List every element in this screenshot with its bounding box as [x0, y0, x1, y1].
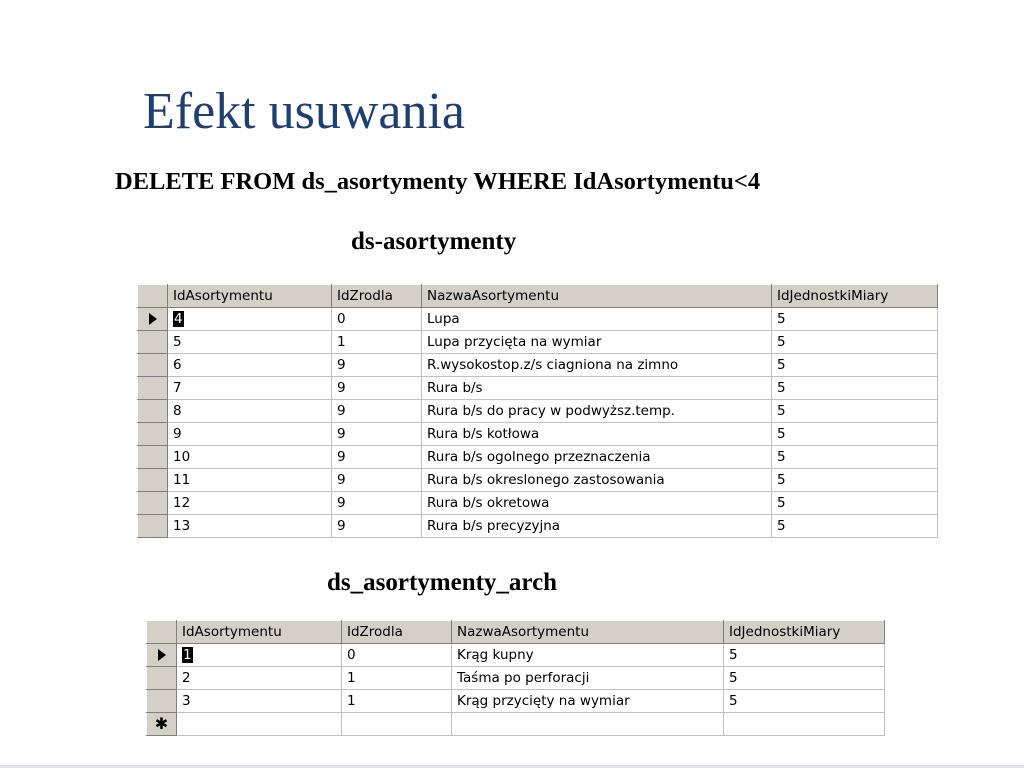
cell-value: 6	[173, 357, 182, 373]
cell-value: 5	[777, 403, 786, 419]
cell-value: 1	[183, 647, 192, 663]
cell-value: Taśma po perforacji	[457, 670, 590, 686]
table-cell[interactable]	[168, 469, 332, 492]
table-cell[interactable]	[342, 713, 452, 736]
table2-caption: ds_asortymenty_arch	[327, 569, 558, 596]
cell-value: 8	[173, 403, 182, 419]
cell-value: 9	[337, 518, 346, 534]
table-row[interactable]	[138, 400, 938, 423]
table-cell[interactable]	[177, 667, 342, 690]
cell-value: 12	[173, 495, 191, 511]
table-cell[interactable]	[168, 308, 332, 331]
cell-value: Krąg kupny	[457, 647, 534, 663]
table-row[interactable]	[147, 667, 885, 690]
table-cell[interactable]	[772, 423, 938, 446]
table-cell[interactable]	[332, 492, 422, 515]
cell-value: 9	[337, 472, 346, 488]
cell-value: 0	[347, 647, 356, 663]
table-cell[interactable]	[724, 644, 885, 667]
table-cell[interactable]	[452, 644, 724, 667]
table-cell[interactable]	[332, 423, 422, 446]
cell-value: 2	[182, 670, 191, 686]
record-selector[interactable]	[138, 469, 168, 492]
table-row[interactable]	[138, 423, 938, 446]
column-header[interactable]: IdJednostkiMiary	[772, 285, 938, 308]
cell-value: 3	[182, 693, 191, 709]
table-cell[interactable]	[177, 713, 342, 736]
record-selector[interactable]	[138, 423, 168, 446]
cell-value: R.wysokostop.z/s ciagniona na zimno	[427, 357, 679, 373]
cell-value: 9	[337, 380, 346, 396]
record-selector-arrow-icon	[149, 313, 157, 325]
table-row[interactable]	[138, 377, 938, 400]
table-cell[interactable]	[332, 446, 422, 469]
table-cell[interactable]	[422, 354, 772, 377]
corner-cell[interactable]	[138, 285, 168, 308]
table-cell[interactable]	[724, 713, 885, 736]
table1-caption: ds-asortymenty	[351, 228, 517, 255]
table-cell[interactable]	[168, 331, 332, 354]
table-cell[interactable]	[772, 308, 938, 331]
table-cell[interactable]	[772, 469, 938, 492]
table-cell[interactable]	[168, 515, 332, 538]
cell-value: 10	[173, 449, 191, 465]
record-selector[interactable]	[147, 644, 177, 667]
cell-value: 7	[173, 380, 182, 396]
cell-value: 5	[777, 334, 786, 350]
cell-value: 5	[777, 357, 786, 373]
table-cell[interactable]	[452, 690, 724, 713]
cell-value: 5	[777, 311, 786, 327]
cell-value: 5	[777, 495, 786, 511]
new-record-asterisk-icon: ✱	[154, 713, 169, 733]
table-row[interactable]	[138, 469, 938, 492]
sql-statement: DELETE FROM ds_asortymenty WHERE IdAsortymentu<4	[115, 168, 761, 195]
column-header[interactable]: IdZrodla	[332, 285, 422, 308]
table-cell[interactable]	[168, 400, 332, 423]
table-row[interactable]	[138, 515, 938, 538]
record-selector[interactable]	[138, 492, 168, 515]
slide-title: Efekt usuwania	[143, 83, 466, 140]
table-cell[interactable]	[422, 446, 772, 469]
table-cell[interactable]	[772, 331, 938, 354]
table-cell[interactable]	[422, 469, 772, 492]
record-selector[interactable]	[138, 515, 168, 538]
table-cell[interactable]	[168, 492, 332, 515]
table-cell[interactable]	[422, 515, 772, 538]
table-cell[interactable]	[332, 331, 422, 354]
table-cell[interactable]	[342, 690, 452, 713]
table-cell[interactable]	[332, 377, 422, 400]
table-cell[interactable]	[452, 667, 724, 690]
cell-value: 9	[337, 357, 346, 373]
record-selector[interactable]	[138, 308, 168, 331]
column-header[interactable]: IdAsortymentu	[168, 285, 332, 308]
column-header[interactable]: IdZrodla	[342, 621, 452, 644]
corner-cell[interactable]	[147, 621, 177, 644]
table-cell[interactable]	[332, 515, 422, 538]
table-row[interactable]	[138, 331, 938, 354]
cell-value: 5	[777, 518, 786, 534]
table-cell[interactable]	[342, 644, 452, 667]
table-cell[interactable]	[772, 354, 938, 377]
cell-value: 5	[729, 647, 738, 663]
table-cell[interactable]	[168, 354, 332, 377]
column-header[interactable]: IdAsortymentu	[177, 621, 342, 644]
new-record-row[interactable]	[147, 713, 885, 736]
table-cell[interactable]	[332, 308, 422, 331]
record-selector[interactable]	[138, 446, 168, 469]
table-ds-asortymenty-arch	[146, 620, 885, 736]
table-cell[interactable]	[772, 492, 938, 515]
cell-value: 13	[173, 518, 191, 534]
cell-value: 1	[337, 334, 346, 350]
table-cell[interactable]	[168, 446, 332, 469]
cell-value: Rura b/s okretowa	[427, 495, 550, 511]
table-cell[interactable]	[452, 713, 724, 736]
table-row[interactable]	[138, 354, 938, 377]
table-row[interactable]	[147, 644, 885, 667]
cell-value: 9	[337, 449, 346, 465]
record-selector[interactable]	[138, 377, 168, 400]
table-row[interactable]	[138, 446, 938, 469]
table-cell[interactable]	[332, 400, 422, 423]
table-header-row	[138, 285, 938, 308]
record-selector[interactable]	[147, 690, 177, 713]
table-cell[interactable]	[772, 400, 938, 423]
table-cell[interactable]	[724, 667, 885, 690]
cell-value: 11	[173, 472, 191, 488]
cell-value: 9	[173, 426, 182, 442]
table-cell[interactable]	[332, 469, 422, 492]
cell-value: Rura b/s do pracy w podwyższ.temp.	[427, 403, 675, 419]
cell-value: 1	[347, 670, 356, 686]
table-cell[interactable]	[332, 354, 422, 377]
table-cell[interactable]	[422, 400, 772, 423]
record-selector[interactable]	[138, 400, 168, 423]
table-cell[interactable]	[772, 446, 938, 469]
table-cell[interactable]	[342, 667, 452, 690]
table-cell[interactable]	[168, 377, 332, 400]
cell-value: 9	[337, 426, 346, 442]
table-row[interactable]	[138, 492, 938, 515]
cell-value: Rura b/s	[427, 380, 483, 396]
cell-value: 5	[777, 472, 786, 488]
table-cell[interactable]	[422, 308, 772, 331]
cell-value: 5	[777, 426, 786, 442]
table-cell[interactable]	[772, 377, 938, 400]
column-header[interactable]: NazwaAsortymentu	[452, 621, 724, 644]
cell-value: Lupa	[427, 311, 460, 327]
cell-value: Rura b/s kotłowa	[427, 426, 540, 442]
cell-value: 9	[337, 403, 346, 419]
cell-value: 5	[729, 693, 738, 709]
cell-value: 4	[174, 311, 183, 327]
cell-value: 5	[777, 449, 786, 465]
cell-value: Rura b/s okreslonego zastosowania	[427, 472, 665, 488]
table-cell[interactable]	[177, 690, 342, 713]
table-header-row	[147, 621, 885, 644]
record-selector[interactable]	[147, 667, 177, 690]
column-header[interactable]: IdJednostkiMiary	[724, 621, 885, 644]
table-ds-asortymenty	[137, 284, 938, 538]
record-selector[interactable]	[138, 331, 168, 354]
cell-value: 5	[777, 380, 786, 396]
cell-value: Lupa przycięta na wymiar	[427, 334, 602, 350]
cell-value: 5	[729, 670, 738, 686]
table-cell[interactable]	[422, 377, 772, 400]
cell-value: 9	[337, 495, 346, 511]
table-cell[interactable]	[772, 515, 938, 538]
table-cell[interactable]	[422, 492, 772, 515]
record-selector[interactable]	[138, 354, 168, 377]
table-row[interactable]	[138, 308, 938, 331]
cell-value: 5	[173, 334, 182, 350]
cell-value: 0	[337, 311, 346, 327]
table-cell[interactable]	[724, 690, 885, 713]
table-row[interactable]	[147, 690, 885, 713]
column-header[interactable]: NazwaAsortymentu	[422, 285, 772, 308]
cell-value: Krąg przycięty na wymiar	[457, 693, 630, 709]
cell-value: 1	[347, 693, 356, 709]
table-cell[interactable]	[168, 423, 332, 446]
cell-value: Rura b/s ogolnego przeznaczenia	[427, 449, 651, 465]
table-cell[interactable]	[422, 331, 772, 354]
cell-value: Rura b/s precyzyjna	[427, 518, 561, 534]
table-cell[interactable]	[177, 644, 342, 667]
record-selector-arrow-icon	[158, 649, 166, 661]
record-selector[interactable]	[147, 713, 177, 736]
table-cell[interactable]	[422, 423, 772, 446]
